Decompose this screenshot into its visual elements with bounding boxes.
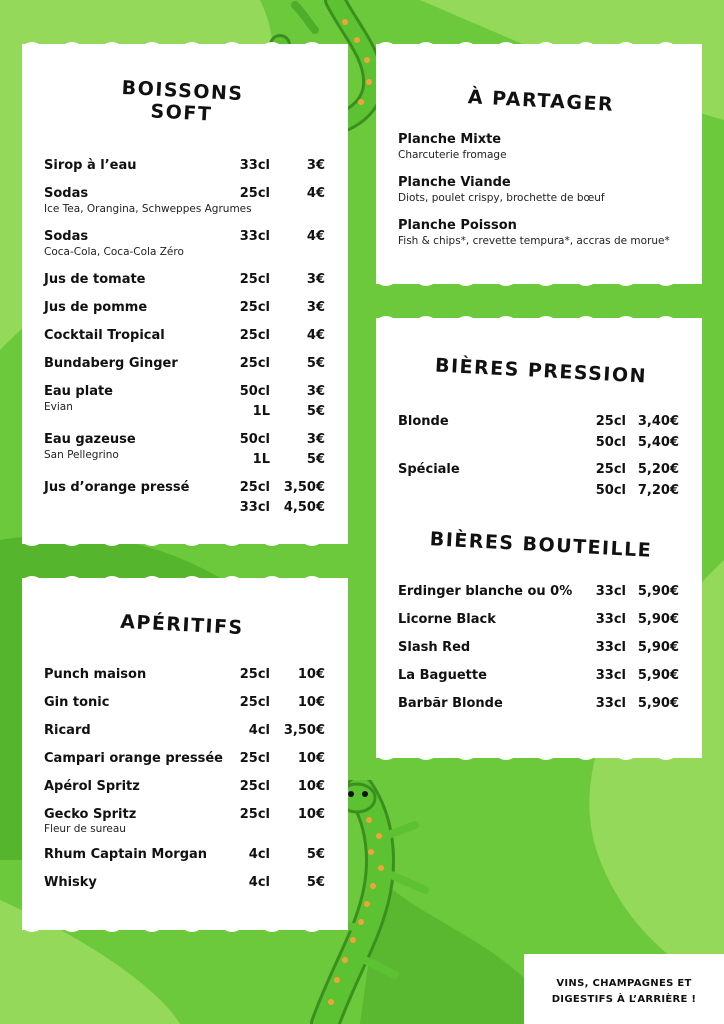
note-line2: DIGESTIFS À L’ARRIÈRE ! [551, 994, 697, 1005]
item-name: Sirop à l’eau [44, 158, 137, 173]
item-price-2: 7,20€ [637, 483, 679, 498]
item-name: Campari orange pressée [44, 751, 223, 766]
item-description: Ice Tea, Orangina, Schweppes Agrumes [44, 203, 252, 215]
menu-item [22, 847, 348, 865]
item-name: Bundaberg Ginger [44, 356, 178, 371]
item-price: 5€ [306, 847, 325, 862]
item-price: 4€ [306, 229, 325, 244]
item-price: 4€ [306, 186, 325, 201]
item-price: 5,90€ [637, 640, 679, 655]
item-name: Gecko Spritz [44, 807, 137, 822]
item-volume: 25cl [595, 462, 626, 477]
item-name: Erdinger blanche ou 0% [398, 584, 573, 599]
item-volume: 50cl [239, 432, 270, 447]
item-description: Fish & chips*, crevette tempura*, accras de morue* [398, 235, 670, 247]
menu-item [376, 462, 702, 498]
item-volume: 25cl [239, 186, 270, 201]
item-price: 5,20€ [637, 462, 679, 477]
menu-item [22, 667, 348, 685]
item-name: Planche Mixte [398, 132, 502, 147]
item-volume: 33cl [239, 158, 270, 173]
section-title-partager: À PARTAGER [467, 86, 615, 116]
menu-item [376, 584, 702, 602]
item-name: Whisky [44, 875, 97, 890]
item-volume: 33cl [595, 640, 626, 655]
item-name: Eau plate [44, 384, 113, 399]
menu-item [376, 175, 702, 204]
item-price: 4€ [306, 328, 325, 343]
item-price: 5,90€ [637, 696, 679, 711]
item-name: Jus d’orange pressé [44, 480, 190, 495]
item-name: Jus de pomme [44, 300, 148, 315]
menu-item [22, 480, 348, 515]
item-volume-2: 1L [252, 452, 270, 467]
section-title-bouteille: BIÈRES BOUTEILLE [429, 528, 653, 562]
item-price: 5,90€ [637, 612, 679, 627]
item-name: Blonde [398, 414, 449, 429]
menu-item [376, 696, 702, 714]
item-volume: 25cl [239, 695, 270, 710]
item-name: Planche Viande [398, 175, 511, 190]
item-price: 3,50€ [283, 480, 325, 495]
item-volume: 25cl [239, 807, 270, 822]
title-line1: BOISSONS [121, 76, 245, 106]
item-price: 10€ [297, 779, 325, 794]
item-description: San Pellegrino [44, 449, 119, 461]
item-price: 3€ [306, 272, 325, 287]
item-volume: 50cl [239, 384, 270, 399]
item-name: Planche Poisson [398, 218, 517, 233]
item-name: Licorne Black [398, 612, 496, 627]
item-price-2: 5€ [306, 452, 325, 467]
item-volume-2: 1L [252, 404, 270, 419]
item-name: La Baguette [398, 668, 487, 683]
item-price: 3,40€ [637, 414, 679, 429]
menu-item [22, 300, 348, 318]
item-price: 5€ [306, 356, 325, 371]
item-price: 3,50€ [283, 723, 325, 738]
menu-item [22, 751, 348, 769]
item-name: Ricard [44, 723, 91, 738]
item-price: 3€ [306, 300, 325, 315]
item-volume: 25cl [595, 414, 626, 429]
menu-item [22, 875, 348, 893]
item-volume: 33cl [595, 668, 626, 683]
menu-item [22, 229, 348, 258]
footer-note [524, 954, 724, 1024]
item-volume: 33cl [595, 612, 626, 627]
menu-item [22, 158, 348, 176]
menu-item [22, 186, 348, 215]
item-description: Fleur de sureau [44, 823, 126, 835]
card-bieres [376, 318, 702, 758]
menu-item [22, 807, 348, 835]
item-volume: 4cl [248, 875, 270, 890]
item-name: Eau gazeuse [44, 432, 136, 447]
item-volume-2: 50cl [595, 435, 626, 450]
item-price: 3€ [306, 384, 325, 399]
item-description: Evian [44, 401, 73, 413]
item-name: Spéciale [398, 462, 460, 477]
item-price: 5€ [306, 875, 325, 890]
item-description: Charcuterie fromage [398, 149, 507, 161]
item-volume: 33cl [595, 584, 626, 599]
item-name: Sodas [44, 186, 89, 201]
item-name: Sodas [44, 229, 89, 244]
item-price: 3€ [306, 158, 325, 173]
menu-item [376, 414, 702, 450]
item-name: Barbãr Blonde [398, 696, 503, 711]
item-volume: 25cl [239, 480, 270, 495]
section-title-soft [111, 76, 253, 127]
menu-item [22, 356, 348, 374]
item-price: 5,90€ [637, 668, 679, 683]
menu-item [22, 328, 348, 346]
item-price: 10€ [297, 807, 325, 822]
item-description: Coca-Cola, Coca-Cola Zéro [44, 246, 184, 258]
card-a-partager [376, 44, 702, 284]
item-price: 3€ [306, 432, 325, 447]
menu-item [22, 272, 348, 290]
item-volume-2: 50cl [595, 483, 626, 498]
item-price: 10€ [297, 751, 325, 766]
item-price: 10€ [297, 695, 325, 710]
item-price: 10€ [297, 667, 325, 682]
item-volume: 33cl [239, 229, 270, 244]
item-volume: 25cl [239, 356, 270, 371]
card-boissons-soft [22, 44, 348, 544]
item-volume-2: 33cl [239, 500, 270, 515]
menu-item [376, 132, 702, 161]
item-description: Diots, poulet crispy, brochette de bœuf [398, 192, 605, 204]
item-volume: 4cl [248, 723, 270, 738]
section-title-aperitifs: APÉRITIFS [119, 610, 245, 640]
item-volume: 25cl [239, 667, 270, 682]
title-line2: SOFT [150, 100, 213, 126]
item-volume: 25cl [239, 779, 270, 794]
menu-item [22, 432, 348, 467]
menu-item [376, 640, 702, 658]
note-line1: VINS, CHAMPAGNES ET [556, 978, 692, 989]
item-name: Cocktail Tropical [44, 328, 165, 343]
item-name: Slash Red [398, 640, 471, 655]
menu-item [22, 384, 348, 419]
item-volume: 33cl [595, 696, 626, 711]
item-price-2: 4,50€ [283, 500, 325, 515]
item-name: Punch maison [44, 667, 147, 682]
item-volume: 4cl [248, 847, 270, 862]
item-name: Rhum Captain Morgan [44, 847, 208, 862]
section-title-pression: BIÈRES PRESSION [434, 354, 648, 388]
item-name: Gin tonic [44, 695, 110, 710]
item-name: Jus de tomate [44, 272, 146, 287]
item-price-2: 5,40€ [637, 435, 679, 450]
menu-item [376, 668, 702, 686]
item-name: Apérol Spritz [44, 779, 140, 794]
menu-item [22, 779, 348, 797]
card-aperitifs [22, 578, 348, 930]
item-volume: 25cl [239, 300, 270, 315]
item-volume: 25cl [239, 272, 270, 287]
item-price: 5,90€ [637, 584, 679, 599]
menu-item [22, 723, 348, 741]
menu-item [376, 218, 702, 247]
item-price-2: 5€ [306, 404, 325, 419]
item-volume: 25cl [239, 751, 270, 766]
menu-item [22, 695, 348, 713]
menu-item [376, 612, 702, 630]
item-volume: 25cl [239, 328, 270, 343]
